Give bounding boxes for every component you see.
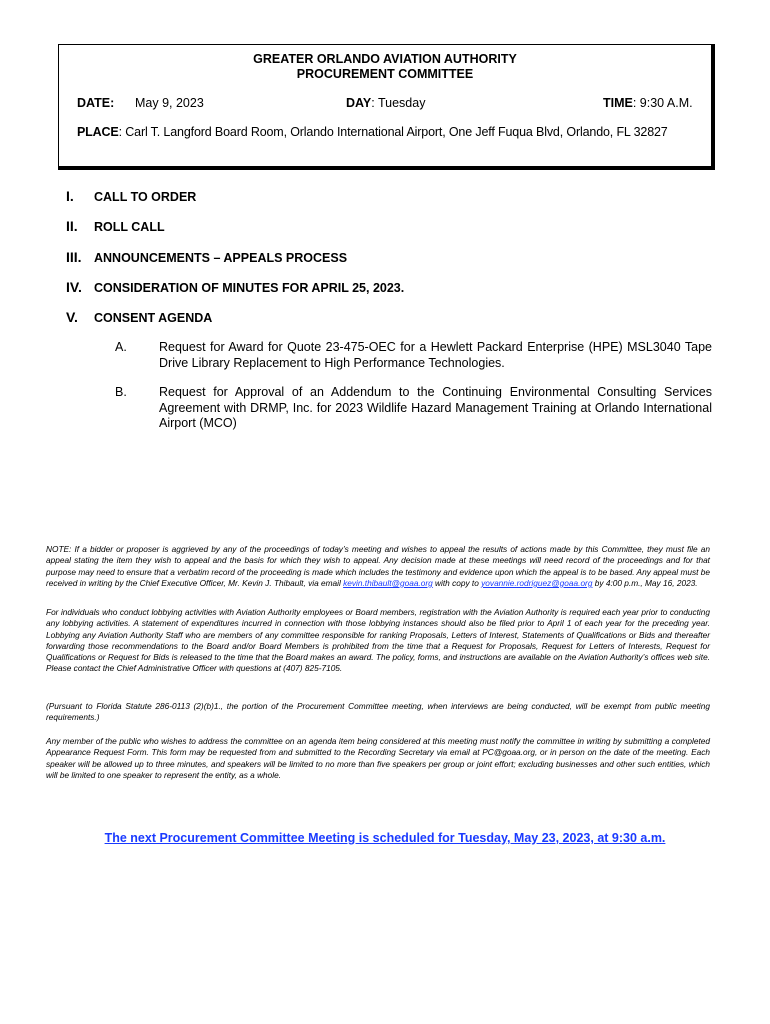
agenda-item-title: CONSIDERATION OF MINUTES FOR APRIL 25, 2023.: [94, 281, 405, 295]
committee-name: PROCUREMENT COMMITTEE: [296, 67, 474, 81]
appeals-note-text-2: with copy to: [432, 577, 482, 588]
agenda-item-title: ANNOUNCEMENTS – APPEALS PROCESS: [94, 251, 348, 265]
agenda-item-number: I.: [66, 188, 74, 204]
date-field: [77, 96, 114, 110]
day-label: DAY: [346, 96, 372, 110]
appeals-note-deadline: by 4:00 p.m., May 16, 2023.: [592, 577, 698, 588]
date-value: May 9, 2023: [135, 96, 204, 110]
copy-email-link[interactable]: yovannie.rodriguez@goaa.org: [481, 577, 593, 588]
next-meeting-notice[interactable]: The next Procurement Committee Meeting is scheduled for Tuesday, May 23, 2023, at 9:30 a.m.: [104, 831, 666, 845]
consent-item-letter: A.: [115, 340, 127, 354]
agenda-item-number: II.: [66, 218, 78, 234]
place-field: [77, 125, 668, 139]
appeals-note-text: NOTE: If a bidder or proposer is aggrieved by any of the proceedings of today’s meeting and wishes to appeal the results of actions made by this Committee, they must file an appeal stating the item they wish to appeal and the basis for which they wish to appeal. Any decision made at these meetings will need record of the proceedings and for that purpose may need to ensure that a verbatim record of the proceeding is made which includes the testimony and evidence upon which the appeal is to be based. Any appeal must be received in writing by the Chief Executive Officer, Mr. Kevin J. Thibault, via email: [46, 544, 710, 588]
time-label: TIME: [603, 96, 633, 110]
public-comment-note: Any member of the public who wishes to address the committee on an agenda item being considered at this meeting must notify the committee in writing by submitting a completed Appearance Request Form. This form may be requested from and submitted to the Recording Secretary via email at PC@goaa.org, or in person on the date of the meeting. Each speaker will be allowed up to three minutes, and speakers will be limited to no more than five speakers per group or joint effort; excluding businesses and other such entities, which will be limited to one speaker to represent the entity, as a whole.: [46, 736, 710, 780]
agenda-item-minutes: [66, 279, 404, 295]
agenda-item-announcements: [66, 249, 347, 265]
day-field: [346, 96, 425, 110]
consent-item-text: Request for Award for Quote 23-475-OEC for a Hewlett Packard Enterprise (HPE) MSL3040 Tape Drive Library Replacement to High Performance Technologies.: [159, 340, 712, 370]
agenda-item-title: ROLL CALL: [94, 220, 165, 234]
place-value: : Carl T. Langford Board Room, Orlando International Airport, One Jeff Fuqua Blvd, Orlando, FL 32827: [118, 125, 668, 139]
consent-item-text: Request for Approval of an Addendum to the Continuing Environmental Consulting Services Agreement with DRMP, Inc. for 2023 Wildlife Hazard Management Training at Orlando International Airport (MCO): [159, 385, 712, 430]
agenda-item-roll-call: [66, 218, 165, 234]
agenda-item-title: CONSENT AGENDA: [94, 311, 213, 325]
ceo-email-link[interactable]: kevin.thibault@goaa.org: [343, 577, 433, 588]
place-label: PLACE: [77, 125, 119, 139]
agenda-item-call-to-order: [66, 188, 196, 204]
agenda-item-number: III.: [66, 249, 82, 265]
lobbying-note: For individuals who conduct lobbying activities with Aviation Authority employees or Board members, registration with the Aviation Authority is required each year prior to conducting any lobbying activities. A statement of expenditures incurred in connection with those lobbying instances should also be filed prior to April 1 of each year for the preceding year. Lobbying any Aviation Authority Staff who are members of any committee responsible for ranking Proposals, Letters of Interest, Statements of Qualifications or Bids and thereafter forwarding those recommendations to the Board and/or Board Members is prohibited from the time that a Request for Proposals, Request for Letters of Interests, Request for Qualifications or Request for Bids is released to the time that the Board makes an award. The policy, forms, and instructions are available on the Aviation Authority’s offices web site. Please contact the Chief Administrative Officer with questions at (407) 825-7105.: [46, 607, 710, 674]
agenda-item-title: CALL TO ORDER: [94, 190, 197, 204]
agenda-item-number: V.: [66, 309, 78, 325]
header-title: [59, 52, 711, 82]
date-label: DATE:: [77, 96, 115, 110]
time-value: : 9:30 A.M.: [632, 96, 693, 110]
statute-note: (Pursuant to Florida Statute 286-0113 (2)(b)1., the portion of the Procurement Committee meeting, when interviews are being conducted, will be exempt from public meeting requirements.): [46, 701, 710, 723]
agenda-item-number: IV.: [66, 279, 82, 295]
time-field: [603, 96, 693, 110]
agenda-item-consent-agenda: [66, 309, 212, 325]
organization-name: GREATER ORLANDO AVIATION AUTHORITY: [253, 52, 517, 66]
day-value: : Tuesday: [371, 96, 426, 110]
consent-item-letter: B.: [115, 385, 127, 399]
appeals-note: [46, 544, 710, 589]
meeting-header-box: [58, 44, 715, 170]
